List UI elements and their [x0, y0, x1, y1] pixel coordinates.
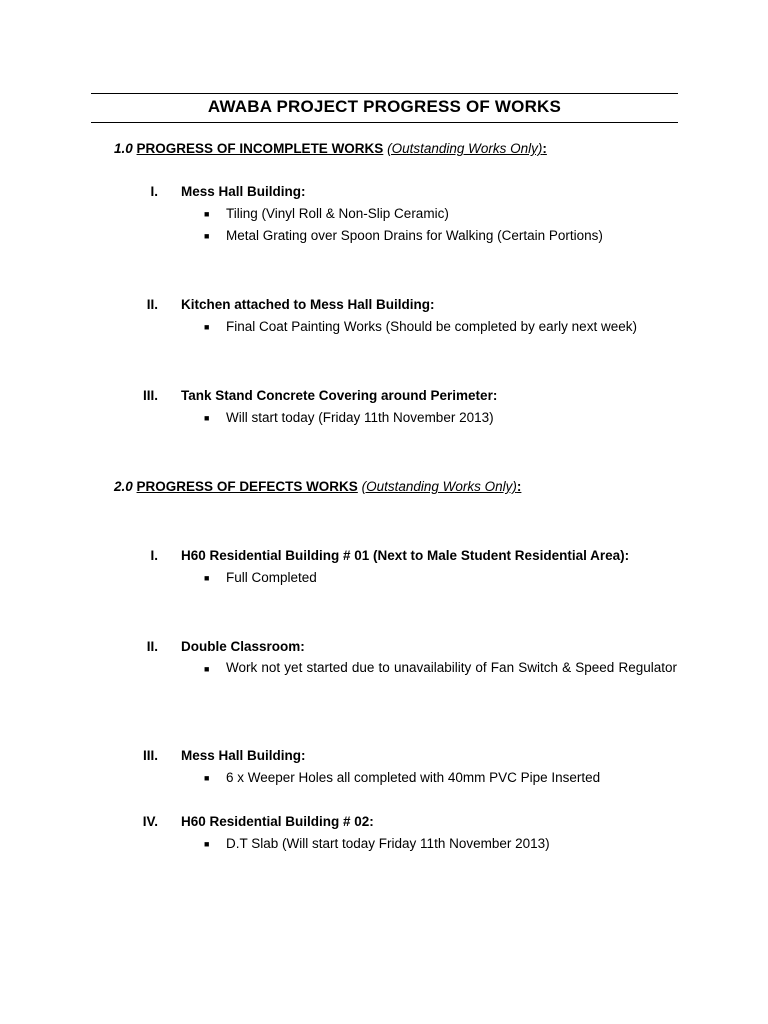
bullet-icon: ■	[204, 231, 210, 241]
item-title: Mess Hall Building:	[181, 184, 306, 199]
section-number: 1.0	[114, 141, 133, 156]
top-rule	[91, 93, 678, 94]
item-numeral: I.	[150, 184, 158, 199]
bullet-text: Tiling (Vinyl Roll & Non-Slip Ceramic)	[226, 206, 449, 221]
item-title: H60 Residential Building # 01 (Next to Male Student Residential Area):	[181, 548, 630, 563]
bullet-text: D.T Slab (Will start today Friday 11th November 2013)	[226, 836, 550, 851]
document-title: AWABA PROJECT PROGRESS OF WORKS	[207, 97, 562, 116]
section-colon: :	[516, 479, 522, 494]
bullet-text: Will start today (Friday 11th November 2013)	[226, 410, 494, 425]
item-title: Mess Hall Building:	[181, 748, 306, 763]
item-title: Tank Stand Concrete Covering around Perimeter:	[181, 388, 498, 403]
bullet-text: Work not yet started due to unavailability of Fan Switch & Speed Regulator	[226, 660, 677, 675]
item-title: Double Classroom:	[181, 639, 305, 654]
section-2-heading	[114, 479, 521, 494]
bullet-icon: ■	[204, 209, 210, 219]
section-heading-text: PROGRESS OF DEFECTS WORKS	[136, 479, 358, 494]
item-numeral: III.	[142, 748, 158, 763]
bullet-text: Final Coat Painting Works (Should be completed by early next week)	[226, 319, 637, 334]
item-numeral: I.	[150, 548, 158, 563]
title-underline-rule	[91, 122, 678, 123]
section-heading-text: PROGRESS OF INCOMPLETE WORKS	[136, 141, 384, 156]
bullet-icon: ■	[204, 413, 210, 423]
bullet-icon: ■	[204, 573, 210, 583]
bullet-icon: ■	[204, 773, 210, 783]
section-note: (Outstanding Works Only)	[387, 141, 543, 156]
bullet-icon: ■	[204, 322, 210, 332]
section-1-heading	[114, 141, 547, 156]
bullet-text: 6 x Weeper Holes all completed with 40mm PVC Pipe Inserted	[226, 770, 601, 785]
section-number: 2.0	[114, 479, 133, 494]
section-note: (Outstanding Works Only)	[361, 479, 517, 494]
bullet-text: Full Completed	[226, 570, 317, 585]
section-colon: :	[542, 141, 547, 156]
item-numeral: II.	[146, 297, 158, 312]
item-numeral: IV.	[142, 814, 158, 829]
item-title: Kitchen attached to Mess Hall Building:	[181, 297, 435, 312]
item-title: H60 Residential Building # 02:	[181, 814, 374, 829]
bullet-icon: ■	[204, 664, 210, 674]
item-numeral: III.	[142, 388, 158, 403]
bullet-icon: ■	[204, 839, 210, 849]
bullet-text: Metal Grating over Spoon Drains for Walking (Certain Portions)	[226, 228, 603, 243]
item-numeral: II.	[146, 639, 158, 654]
